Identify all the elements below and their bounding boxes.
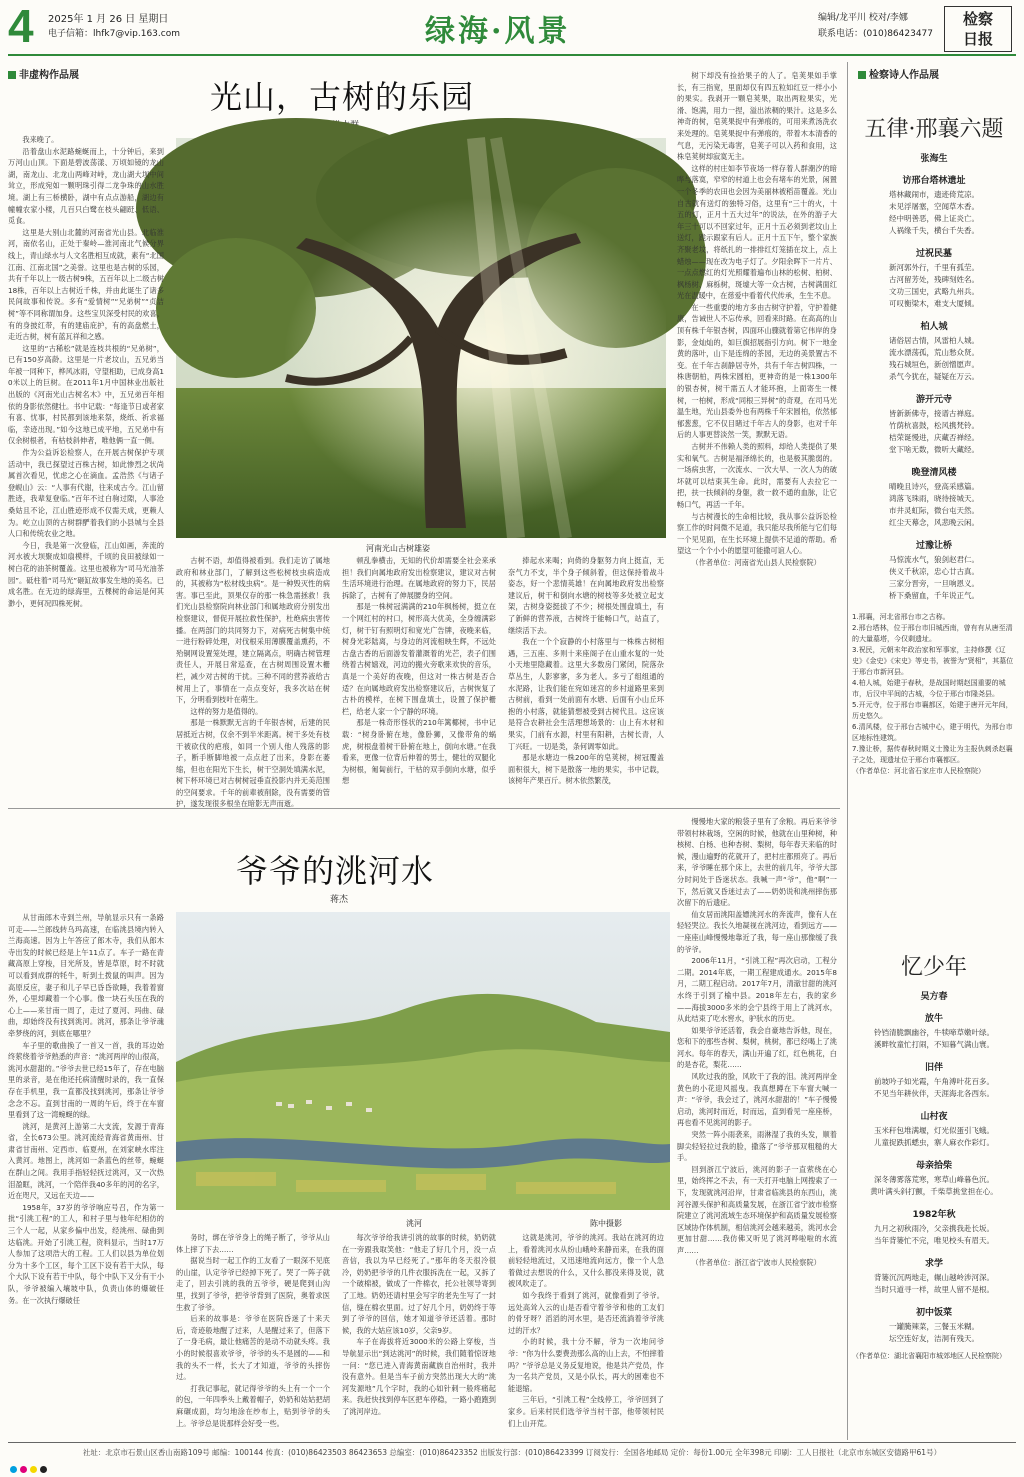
poem-line: 堂下啥无数，微听大藏经。 bbox=[889, 445, 979, 454]
article1-title: 光山，古树的乐园 bbox=[210, 78, 475, 116]
poem-line: 铃铛清脆飘幽谷，牛犊啼草嫩叶绿。 bbox=[874, 1028, 994, 1037]
poem-stanza-title: 旧伴 bbox=[924, 1063, 943, 1073]
poem-note-line: 1.邢襄，河北省邢台市之古称。 bbox=[852, 613, 950, 621]
poem-stanza-title: 柏人城 bbox=[920, 322, 948, 332]
poem-line: 新河郭外行，千里有孤茔。 bbox=[889, 263, 979, 272]
poem-line: 竹荫杭喜鼓，松风携梵铃。 bbox=[889, 421, 979, 430]
poem2-unit: （作者单位：湖北省襄阳市城郊地区人民检察院） bbox=[852, 1352, 1006, 1360]
paragraph: 车子里的歌曲换了一首又一首，我的耳边始终萦绕着爷爷熟悉的声音：“洮河两岸的山很高，洮河水甜甜的。”爷爷去世已经15年了，存在电脑里的录音，是在他还托病清醒时录的，我一直保存在手机里，我一直都没找到洮河，那条让爷爷念念不忘。直到甘南的一周的午后，终于在车窗里看到了这一湾蜿蜒的绿。 bbox=[8, 1040, 164, 1120]
poem-stanza-title: 山村夜 bbox=[920, 1112, 948, 1122]
poem1-author: 张海生 bbox=[920, 154, 948, 164]
paragraph: 务时，绑在爷爷身上的绳子断了，爷爷从山体上摔了下去…… bbox=[176, 1233, 330, 1254]
poem-line: 塔林藏闹市，遗迹倚荒凉。 bbox=[889, 190, 979, 199]
paragraph: 那是一株默默无言的千年银杏树，后建的民居抵近古树，仅余不到半米距离。树干多处有枝干被砍伐的疤痕，如同一个别人他人残落的影子，断手断脚地被一点点赶了出来，身影在萎缩，但也在阳光下生长，树干空洞处填满水泥，树下杯环境已对古树树冠垂直投影内并无美范围的空间要求。千年的前辈被削除，没有需要的管护，遂发现很多根坐在暗影无声而逝。 bbox=[176, 718, 330, 809]
issue-date: 2025年 1 月 26 日 星期日 bbox=[48, 14, 169, 25]
poem-line: 一罐腌辣菜，三餐玉米糊。 bbox=[889, 1322, 979, 1331]
paragraph: 在一些重要的地方多由古树守护着，守护着健康，告诫世人不忘传承，回看来时路。在高高的山顶有株千年银杏树，四面环山骤就着第它伟岸的身影，金灿灿的，如巨旗招展指引方向。树下一地金黄的落叶，山下是连绵的茶园，无边的美景置古不变。在千年古刹静居寺外，共有千年古树四株，一株唐朝柏，两株宋圆柏，更神奇的是一株1300年的银杏树，树干需五人才能环抱，上面寄生一棵树，一柏树，形成“同根三异树”的奇观，在司马光温生地，光山县委外也有两株千年宋圆柏，依然郁郁葱葱，它不仅目睹过千年古人的身影，也对千年后的人事更替淡然一笑，默默无语。 bbox=[677, 302, 837, 440]
label-marker-icon bbox=[858, 71, 866, 79]
article2-column-4 bbox=[508, 1232, 664, 1439]
paragraph: 我来晚了。 bbox=[22, 135, 59, 144]
poem-stanza-title: 初中饭菜 bbox=[915, 1308, 952, 1318]
paragraph: 2006年11月，“引洮工程”再次启动，工程分二期。2014年底，一期工程建成通水。2015年8月，二期工程启动。2017年7月，清澈甘甜的洮河水终于引到了榆中县。2018年左右，我的家乡——海拔3000多米的会宁县终于用上了洮河水，从此结束了吃水窖水，驴驮水的历史。 bbox=[677, 956, 837, 1024]
poem-stanza-title: 放牛 bbox=[924, 1014, 943, 1024]
poem-line: 红尘天幕念，风悲晚云闲。 bbox=[889, 518, 979, 527]
paragraph: 突然一阵小雨袭来，雨淋湿了我的头发，顺着脚尖轻轻拉过我的脸，撒落了“爷爷那双粗糙的大手。 bbox=[677, 1130, 837, 1163]
poem-line: 经中明善恶，佛上证炎亡。 bbox=[889, 214, 979, 223]
poem-stanza-title: 过豫让桥 bbox=[915, 541, 952, 551]
poem-note-line: 5.开元寺，位于邢台市襄都区，始建于唐开元年间，历史悠久。 bbox=[852, 701, 1013, 720]
paragraph: 风吹过我的脸，风吹干了我的泪。洮河两岸金黄色的小花迎风摇曳。我真想蹲在下车窗大喊一声：“爷爷，我会过了，洮河水甜甜的！”车子慢慢启动，洮河时而近，时而远，直到看见一座座桥，再也看不见洮河的影子。 bbox=[677, 1072, 837, 1128]
paragraph: 慢慢地大家的粮袋子里有了余粮。再后来爷爷带领村林栽场，空闲的时候，他就在山里种树，种核树、白杨、也种杏树、梨树，每年春天来临的时候，漫山遍野的花就开了，把村庄都照亮了。再后来，爷爷睡在那个床上，去世的前几年，爷爷大部分时间处于昏迷状态。我喊一声“爷”，他“啊”一下，然后就又昏迷过去了——奶奶说和洮州摔伤那次留下的后遗症。 bbox=[677, 817, 837, 908]
poem-line: 儿童捉跌抓蟋虫，寨人麻衣作彩灯。 bbox=[874, 1138, 994, 1147]
poem-line: 皆新新佛寺，接谱古禅庭。 bbox=[889, 409, 979, 418]
poem-line: 溪畔牧童忙打闹，不知暮气满山寰。 bbox=[874, 1040, 994, 1049]
poem-stanza-title: 访邢台塔林遗址 bbox=[902, 176, 966, 186]
poem-line: 深冬薄雾落荒寒，寒草山峰暮色沉。 bbox=[874, 1175, 994, 1184]
poem-note-line: 6.清风楼，位于邢台古城中心，建于明代，为邢台市区地标性建筑。 bbox=[852, 723, 1013, 742]
paragraph: 这样的村庄如李节夜场一样存着人群潮汐的暗哗与落寞，窄窄的村道上也会有堵车的光景，闲置一个冬季的农田也会因为美丽林被稻苗覆盖。光山自古就有送灯的独特习俗，这里有“三十的火，十五的灯，正月十五大过年”的说法，在外的游子大年三十可以不回家过年，正月十五必须到老坟山上送灯，跪示跟家有后人。正月十五下午，整个家族齐聚老坟，将纸扎的一排排红灯笼插在坟上，点上蜡烛——现在改为电子灯了。夕阳余晖下一片片、一点点燃红的灯光照耀着遍布山林的松树、柏树、枫杨树、麻栎树，斑墟大等一众古树，古树满面红光在温暖中，在慈爱中看着代代传承，生生不息。 bbox=[677, 163, 837, 301]
poem-line: 人祸缘千失，横台千失香。 bbox=[889, 226, 979, 235]
poem2-stanzas bbox=[852, 1011, 1016, 1345]
article1-column-1 bbox=[8, 134, 164, 790]
poem-stanza-title: 母亲拾柴 bbox=[915, 1161, 952, 1171]
paragraph: （作者单位：浙江省宁波市人民检察院） bbox=[691, 1257, 821, 1267]
paragraph: 这样的努力是值得的。 bbox=[190, 706, 263, 716]
poem-stanza-title: 1982年秋 bbox=[912, 1210, 956, 1220]
header-rule bbox=[8, 54, 1016, 56]
article2-column-1 bbox=[8, 912, 164, 1439]
column-label-text: 检察诗人作品展 bbox=[869, 70, 939, 81]
article2-title: 爷爷的洮河水 bbox=[236, 852, 435, 890]
poem2-block bbox=[852, 950, 1016, 1362]
editors: 编辑/龙平川 校对/李娜 bbox=[818, 13, 908, 23]
article2-photo-credit: 陈中摄影 bbox=[590, 1219, 622, 1228]
poem-line: 市井灵虹际，微台屯天然。 bbox=[889, 506, 979, 515]
poem-line: 前坡吟子如光霞，午角溥叶花百多。 bbox=[874, 1077, 994, 1086]
ancient-tree-photo bbox=[176, 138, 666, 538]
article1-photo bbox=[176, 138, 666, 538]
poem1-title: 五律·邢襄六题 bbox=[864, 117, 1004, 142]
paragraph: 如果爷爷还活着，我会自豪地告诉他，现在，您和下的那些杏树、梨树，桃树，都已经喝上了洮河水。每年的春天，满山开遍了红，红色桃花，白的是杏花，梨花…… bbox=[677, 1025, 837, 1070]
poem2-title: 忆少年 bbox=[900, 955, 967, 980]
email: 电子信箱：lhfk7@vip.163.com bbox=[48, 29, 180, 39]
contact-phone: 联系电话：(010)86423477 bbox=[818, 29, 934, 39]
paragraph: 从甘南郎木寺到兰州，导航显示只有一条路可走——兰郎线转乌玛高速，在临洮县境内转入兰海高速。因为上午答应了郎木寺，我们从郎木寺出发的时候已经是上午11点了。车子一路在青藏高原上穿梭，目光所及，皆是草原，时不时就可以看到成群的牦牛，听到土拨鼠的叫声。因为高原反应，妻子和儿子早已昏昏欲睡，我着着窗外，心里却藏着一个心事。像一块石头压在我的心上——来甘南一周了，走过了夏河、玛曲、碌曲，却始终没有找到洮河。洮河，那条让爷爷魂牵梦绕的河，到底在哪里？ bbox=[8, 913, 164, 1038]
paragraph: 沿着盘山水泥路蜿蜒而上，十分钟后，来到万河山山顶。下面是碧波荡漾、万顷如镜的龙山湖，南龙山、北龙山两峰对峙，龙山湖大坝中间耸立，形成宛如一颗明珠引得二龙争珠的山水胜境。湖上有三桥横卧，湖中有点点游船，湖边有幢幢农家小楼，几百只白鹭在枝头翩跹、低语、觅食。 bbox=[8, 146, 164, 226]
poem-line: 九月之初秋雨冷，父亲携我赴长坂。 bbox=[874, 1224, 994, 1233]
poem-line: 不见当年耕伙伴，天涯海北各西东。 bbox=[874, 1089, 994, 1098]
poem-note-line: 4.柏人城，始建于春秋，是战国时期赵国重要的城市，后汉中平间的古城，今位于邢台市隆尧县。 bbox=[852, 679, 1006, 698]
paragraph: 三年后，“引洮工程”全线停工，爷爷回到了家乡。后来村民们选爷爷当村干部，他带领村民们上山开荒。 bbox=[508, 1395, 664, 1428]
paragraph: 据说当时一起工作的工友看了一眼深不见底的山崖，认定爷爷已经掉下死了。哭了一阵子就走了，回去引洮的我的五爷爷，硬是爬到山沟里，找到了爷爷，把爷爷背到了医院，奥着求医生救了爷爷。 bbox=[176, 1256, 330, 1312]
paragraph: 捧起水来喝；向倚的身躯努力向上挺直，无奈气力不支，半个身子倾斜着，但这保持着战斗姿态，好一个悲情英雄！在向属地政府发出检察建议后，树干和倒向水塘的树枝等多处被立起支架，古树身姿挺拔了不少；树根处围盘填土，有了新鲜的营养液，古树终于能畅口气，站直了，继续活下去。 bbox=[508, 556, 664, 635]
paragraph: 这里是大别山北麓的河南省光山县。北临淮河，南依名山，正处于秦岭—淮河南北气候分界线上，青山绿水与人文名胜相互成就，素有“北国江南、江南北国”之美誉。这里也是古树的乐园，共有千年以上一级古树9株，五百年以上二级古树18株，百年以上古树近千株，并由此诞生了诸多民间故事和传说。多有“爱情树”“兄弟树”“贞洁树”等不同称谓加身。这些宝贝深受村民的欢喜，有的身披红带，有的建庙庇护，有的高盘燃土，走近古树，树有蓝瓦祥和之感。 bbox=[8, 227, 164, 342]
poem-stanza-title: 求学 bbox=[924, 1259, 943, 1269]
article1-column-5 bbox=[677, 70, 837, 792]
poem-line: 杀气今犹在，疑疑在万云。 bbox=[889, 372, 979, 381]
print-registration-marks bbox=[10, 1458, 50, 1477]
poem-line: 桔荣诞慢进，庆藏否禅经。 bbox=[889, 433, 979, 442]
poem-line: 流水漂荡孤，荒山愁众贤。 bbox=[889, 348, 979, 357]
paragraph: 这就是洮河，爷爷的洮河。我站在洮河的边上，看着洮河水从纷山峨岭来静而来，在我的面前轻轻地流过，又迅速地流向远方，像一个人急着做过去想说的什么，又什么都没来得及说，就被风吹走了。 bbox=[508, 1233, 664, 1289]
paragraph: 古树并不伟赖人类的照料，却给人类提供了果实和氧气。古树是福泽绵长的，也是极其脆弱的。一场病虫害，一次流水、一次大旱、一次人为的破坏就可以结束其生命。此时，需要有人去拉它一把，扶一扶倾斜的身躯，救一救不通的血脉，让它畅口气，再活一千年。 bbox=[677, 442, 837, 509]
poem-line: 当年背篓忙不完，唯见校头有眉天。 bbox=[874, 1236, 994, 1245]
paragraph: 树下却没有捡拾果子的人了。皂荚果如手掌长，有三指宽，里面却仅有四五粒如红豆一样小小的果实。我剥开一颗皂荚果，取出两粒果实，光滑、饱满，用力一捏，溢出浓稠的果汁。这是多么神奇的树，皂荚果捉中有弹痕的，可用来煮汤洗衣来处理的。皂荚果捉中有弹痕的，带着木本清香的气息，无污染无毒害，皂荚子可以入药和食用，这株皂荚树却寂寞无主。 bbox=[677, 71, 837, 162]
label-marker-icon bbox=[8, 71, 16, 79]
newspaper-logo: 检察 日报 bbox=[944, 6, 1012, 52]
paragraph: 这里的“古稀松”就是连枝共根的“兄弟树”，已有150岁高龄。这里是一片老坟山，五兄弟当年被一同种下，桦风冰雨，守望相助，已成身高10米以上的巨树。在2011年1月中国林业出版社出版的《河南光山古树名木》中，五兄弟百年相依的身影依然健壮。书中记载：“每逢节日或者家有喜、忧事，村民都到该地来祭，烧纸、祈求福临，幸迹出现。”如今这地已成平地，五兄弟中有仅余树根者，有枯枝斜伸者，唯他俩一直一侧。 bbox=[8, 343, 164, 446]
paragraph: 作为公益诉讼检察人，在开展古树保护专项活动中，我已探望过百株古树，如此惨烈之状尚属首次看见，忧虑之心在滴血。孟浩然《与诸子登岘山》云：“人事有代谢，往来成古今。江山留胜迹，我辈复登临。”百年不过白驹过隙，人事沧桑姑且不论，江山胜迹形成不仅需天成，更赖人为。屹立山顶的古树群酽着我们的小县城与全县人口和传统农业之地。 bbox=[8, 448, 164, 539]
poem-stanza-title: 过祝民墓 bbox=[915, 249, 952, 259]
article2-column-2 bbox=[176, 1232, 330, 1439]
paragraph: 后来的故事是：爷爷在医院昏迷了十来天后，奇迹般地醒了过来，人是醒过来了，但落下了一身毛病，最让他痛苦的是动不动就头疼。我小的时候很喜欢爷爷，爷爷的头不是圆的——和我的头不一样，长大了才知道，爷爷的头摔伤过。 bbox=[176, 1314, 330, 1382]
poem-stanza-title: 游开元寺 bbox=[915, 395, 952, 405]
article2-author: 蒋杰 bbox=[330, 895, 349, 905]
paragraph: 回到浙江宁波后，洮河的影子一直萦绕在心里，始终挥之不去，有一天打开电脑上网搜索了一下，发现就洮河沿岸，甘肃省临洮县的东西山，洮河谷源头保护和高质量发展，在浙江省宁波市检察院建立了洮河流域生态环境保护和高质量发展检察区域协作体机制，相信洮河会越来越美，洮河水会更加甘甜……我仿佛又听见了洮河哗啦啦的水流声…… bbox=[677, 1164, 837, 1255]
article1-photo-caption: 河南光山古树雄姿 bbox=[366, 544, 430, 553]
article2-column-3 bbox=[342, 1232, 496, 1439]
poem-line: 当时只道寻一样，故里人留不是根。 bbox=[874, 1285, 994, 1294]
page-number: 4 bbox=[8, 0, 34, 52]
poem-line: 马惊流水气，狼剑赵君仁。 bbox=[889, 555, 979, 564]
paragraph: 车子在海拔将近3000米的公路上穿梭，当导航显示出“到达洮河”的时候，我们随着惊讶地一问：“您已进入青海黄南藏族自治州时，我并没有意外。但是当车子前方突然出现大大的“洮河发源地”几个字时，我的心如针刺一般疼痛起来。我赶快找到停车区把车停稳，一路小跑跑到了洮河岸边。 bbox=[342, 1337, 496, 1416]
column-label-nonfiction bbox=[8, 66, 79, 81]
poem-stanza-title: 晚登清风楼 bbox=[911, 468, 957, 478]
article1-column-3 bbox=[342, 555, 496, 790]
poem-line: 残石城垣色，新创憎愿声。 bbox=[889, 360, 979, 369]
paragraph: 古树不语，却值得被看到。我们走访了属地政府和林业部门，了解到这些松树枝虫病造成的，其被称为“松材线虫病”。是一种毁灭性的病害。事已至此，顶果仅存的那一株急需拯救！我们光山县检察院向林业部门和属地政府分别发出检察建议，督促开展拉救性保护，杜绝病虫害传播。在两部门的共同努力下，对病死古树集中统一进行粉碎处理，对伐根采用薄膜覆盖熏药，不殆铜网设置笼处理，建立隔离点，明确古树管理责任人，开展日常巡查，在古树周围设置木栅栏，减少对古树的干扰。三种不同的营养液给古树用上了，事情在一点点变好，我多次站在树下，分明看到枝叶在萌生。 bbox=[176, 556, 330, 705]
column-label-text: 非虚构作品展 bbox=[19, 70, 79, 81]
paragraph: 小的时候，我十分不解，爷为一次地问爷爷：“你为什么要费劲那么高的山上去，不怕摔着吗？”爷爷总是义务反复地说，他是共产党员，作为一名共产党员，又是小队长，再大的困难也不能退缩。 bbox=[508, 1337, 664, 1393]
paragraph: 顿乱拳横击，无知的代价却需要全社会来承担！我们向属地政府发出检察建议，建议对古树生活环境进行治理。在属地政府的努力下，民居拆除了，古树有了伸展腰身的空间。 bbox=[342, 556, 496, 600]
footer-info: 社址：北京市石景山区香山南路109号 邮编：100144 传真：(010)86423503 86423653 总编室：(010)86423352 出版发行部：(010)86423399 订阅发行：全国各地邮局 定价：每份1.00元 全年398元 印刷：工人日报社（北京市东城区安德路甲61号） bbox=[82, 1448, 942, 1457]
poem-note-line: 7.豫让桥，据传春秋时期义士豫让为主报仇刺杀赵襄子之处，现遗址位于邢台市襄都区。 bbox=[852, 745, 1013, 764]
paragraph: （作者单位：河南省光山县人民检察院） bbox=[691, 557, 821, 567]
paragraph: 那是水塘边一株200年的皂荚树，树冠覆盖面积很大，树下是散落一地的果实，书中记载，该树年产果百斤。树木依然繁茂， bbox=[508, 753, 664, 786]
poem-line: 坛空连好友，洁洞有残天。 bbox=[889, 1334, 979, 1343]
poem-line: 背篓沉沉两地走，辗山越岭涉河深。 bbox=[874, 1273, 994, 1282]
column-divider bbox=[847, 62, 848, 1440]
tao-river-photo bbox=[176, 912, 670, 1210]
poem2-author: 吴方春 bbox=[920, 992, 948, 1002]
poem-line: 三家分晋旁，一旦响恩义。 bbox=[889, 579, 979, 588]
paragraph: 洮河，是黄河上游第二大支流，发源于青海省，全长673公里。洮河流经青海省黄南州、甘肃省甘南州、定西市、临夏州，在刘家峡水库注入黄河。地图上，洮河如一条蓝色的丝带，蜿蜒在群山之间。我用手指轻轻抚过洮河，又一次热泪盈眶，洮河，一个陪伴我40多年的河的名字，近在咫尺，又远在天边—— bbox=[8, 1121, 164, 1201]
poem-line: 可叹衡梁木，难支大厦倾。 bbox=[889, 299, 979, 308]
paragraph: 1958年，37岁的爷爷响应号召，作为第一批“引洮工程”的工人，和村子里与他年纪相仿的三个人一起，从家乡偏中出发，经洮州、碌曲到达临洮。开始了引洮工程，资料显示，当时17万人参加了这项浩大的工程。工人们以县为单位划分为十多个工区，每个工区下设有若干大队，每个大队下设有若干中队，每个中队下又分有干小队，爷爷被编入壤坡中队，负责山体的爆破任务。在一次执行爆破任 bbox=[8, 1202, 164, 1305]
footer-rule bbox=[8, 1442, 1016, 1443]
paragraph: 今日，我是第一次登临，江山如画，奔流的河水被大坝聚成如扇模样，千顷的良田被绿如一树白花的油茶树覆盖。这里也被称为“司马光油茶园”。砥柱着“司马光”砸缸故事发生地的美名。已成名胜。在无边的绿海里，五棵树的命运是何其渺小，更何况四株死树。 bbox=[8, 540, 164, 608]
section-title: 绿海·风景 bbox=[425, 14, 571, 49]
poem1-block bbox=[852, 112, 1016, 777]
article2-photo bbox=[176, 912, 670, 1210]
poem-line: 黄叶满头斜打颤，千柴草挑堂担在心。 bbox=[870, 1187, 998, 1196]
article2-column-5 bbox=[677, 816, 837, 1439]
poem-line: 鸿落飞珠雨，晓待接城天。 bbox=[889, 494, 979, 503]
paragraph: 我在一个个寂静的小村落里与一株株古树相遇，三五座、多则十来座阁子在山重水复的一处小天地里隐藏着。这里大多数房门紧闭，院落杂草丛生，人影寥寥，多为老人。多亏了组组通的水泥路，让我们能在宛如迷宫的乡村道路里来到古树前，看到一处前面有水塘、后面有小山丘环抱的小村落，就能猜想被受到古树代且。这应该是符合农耕社会生活理想场景的：山上有木材和果实，门前有水源，村里有阳耕，古树长青，人丁兴旺。一切是类，条何调零如此。 bbox=[508, 637, 664, 751]
poem-line: 诸俗居古情，风雷柏人城。 bbox=[889, 336, 979, 345]
paragraph: 如今我终于看到了洮河，就像看到了爷爷。远处高耸入云的山是否看守着爷爷和他的工友们的骨牙呀？滔滔的河水里，是否还流淌着爷爷洮过的汗水？ bbox=[508, 1290, 664, 1335]
article1-column-4 bbox=[508, 555, 664, 790]
paragraph: 每次爷爷给我讲引洮的故事的时候，奶奶就在一旁跟我取笑他：“他走了好几个月，没一点音信，我以为早已经死了。”那年的冬天很冷很冷，奶奶把爷爷的几件衣服拆洗在一起，又拆了一个破棉被，做成了一件棉衣，托公社领导寄到了工地。奶奶还请村里会写字的老先生写了一封信，缝在棉衣里面。过了好几个月，奶奶终于等到了爷爷的回信，她才知道爷爷还活着。那时候，我的大姑应该10岁，父亲9岁。 bbox=[342, 1233, 496, 1335]
poem-line: 未见浮屠塞，空闻草木香。 bbox=[889, 202, 979, 211]
column-label-poets bbox=[858, 66, 939, 81]
poem1-notes bbox=[852, 612, 1016, 777]
poem-line: 玉米秆包堆满堰，灯光似蛋引飞蛾。 bbox=[874, 1126, 994, 1135]
poem1-stanzas bbox=[852, 173, 1016, 602]
article2-photo-label: 洮河 bbox=[406, 1219, 422, 1228]
paragraph: 仙女居而洮阳盖嫖洮河水的奔流声，像有人在轻轻哭泣。我长久地凝视在洮河边，看到远方——一座座山峰慢慢地靠近了我，每一座山那像缓了我的爷爷。 bbox=[677, 909, 837, 954]
poem-line: 桥下桑留血，千年说正气。 bbox=[889, 591, 979, 600]
poem-note-line: 3.祝民，元朝末年政治家和军事家，主持修撰《辽史》《金史》《宋史》等史书，被誉为“贤相”，其墓位于邢台市新河县。 bbox=[852, 646, 1014, 676]
paragraph: 那是一株树冠满满的210年枫杨树，挺立在一个网红村的村口，树形高大优美，全身缠满彩灯，树干钉有照明灯和宽光广告牌，夜晚来临，树身光彩陆离，与身边的河流相映生辉，不远处古盘古香的后面游发着灌溉着的光芒，表子们围绕着古树嬉戏，河边的搬火旁歌来欢快的音乐，真是一个美好的夜晚，但这对一株古树是否合适？在向属地政府发出检察建议后，古树恢复了古朴的模样，在树下围盘填土，设置了保护栅栏，给老人家一个宁静的环境。 bbox=[342, 602, 496, 716]
article-divider bbox=[8, 808, 840, 809]
poem-line: 古河留芳处，残碑刻姓名。 bbox=[889, 275, 979, 284]
poem-note-line: （作者单位：河北省石家庄市人民检察院） bbox=[852, 767, 985, 775]
paragraph: 打我记事起，就记得爷爷的头上有一个一个的包，一年四季头上戴着帽子，奶奶和姑姑把胡麻碾成面，均匀地涂在纱布上，贴到爷爷的头上。爷爷总是说那样会好受一些。 bbox=[176, 1383, 330, 1428]
poem-line: 文功三国史，武略九州兵。 bbox=[889, 287, 979, 296]
poem-note-line: 2.邢台塔林，位于邢台市旧城西南，曾有有从唐至清的大量墓塔，今仅剩遗址。 bbox=[852, 624, 1013, 643]
poem-line: 侠义千秋凉，忠心廿古真。 bbox=[889, 567, 979, 576]
article1-column-2 bbox=[176, 555, 330, 809]
paragraph: 那是一株奇形怪状的210年篱椰树，书中记载：“树身卧俯在地，像卧狮，又像带角的蜗虎，树根盘着树干卧俯在地上，倒向水塘。”在我看来，更像一位背后伸着的男士，健壮的双腿化为树根，匍匐前行，干枯的双手倒向水塘，似乎想 bbox=[342, 718, 496, 786]
poem-line: 晴晚且诗兴，登高采感篇。 bbox=[889, 482, 979, 491]
paragraph: 与古树漫长的生命相比较，我从事公益诉讼检察工作的时间微不足道，我只能尽我所能与它们每一个见见面，在生长环境上提供不足道的帮助。希望这一个个小小的愿望可能撒可谊人心。 bbox=[677, 511, 837, 556]
